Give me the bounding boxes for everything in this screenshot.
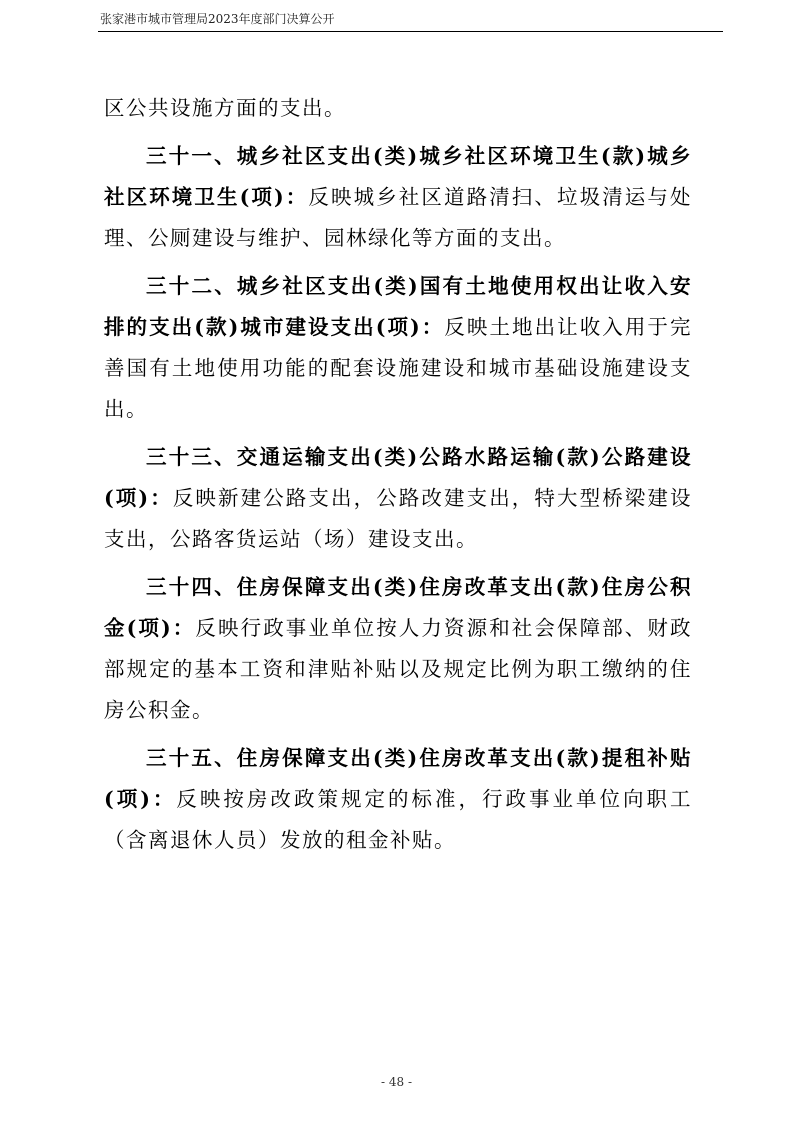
- paragraph-item-35: [104, 738, 692, 861]
- paragraph-item-32: [104, 266, 692, 430]
- paragraph-item-33: [104, 437, 692, 560]
- paragraph-item-34: [104, 567, 692, 731]
- paragraph-text: 区公共设施方面的支出。: [104, 96, 346, 120]
- page-header: [98, 9, 723, 32]
- paragraph-heading: 三十四、住房保障支出(类)住房改革支出(款)住房公积金(项)：: [104, 575, 692, 640]
- paragraph-item-31: [104, 136, 692, 259]
- paragraph-text: 反映土地出让收入用于完善国有土地使用功能的配套设施建设和城市基础设施建设支出。: [104, 315, 692, 421]
- paragraph-heading: 三十二、城乡社区支出(类)国有土地使用权出让收入安排的支出(款)城市建设支出(项)：: [104, 274, 692, 339]
- paragraph-text: 反映行政事业单位按人力资源和社会保障部、财政部规定的基本工资和津贴补贴以及规定比例为职工缴纳的住房公积金。: [104, 616, 692, 722]
- paragraph-heading: 三十五、住房保障支出(类)住房改革支出(款)提租补贴(项)：: [104, 746, 692, 811]
- paragraph-text: 反映城乡社区道路清扫、垃圾清运与处理、公厕建设与维护、园林绿化等方面的支出。: [104, 185, 693, 250]
- paragraph-text: 反映新建公路支出，公路改建支出，特大型桥梁建设支出，公路客货运站（场）建设支出。: [104, 486, 693, 551]
- paragraph-text: 反映按房改政策规定的标准，行政事业单位向职工（含离退休人员）发放的租金补贴。: [104, 787, 692, 852]
- paragraph-heading: 三十三、交通运输支出(类)公路水路运输(款)公路建设(项)：: [104, 445, 692, 510]
- paragraph-heading: 三十一、城乡社区支出(类)城乡社区环境卫生(款)城乡社区环境卫生(项)：: [104, 144, 692, 209]
- document-body: [104, 88, 692, 868]
- page-number: - 48 -: [380, 1075, 412, 1089]
- paragraph-continuation: [104, 88, 692, 129]
- header-title: 张家港市城市管理局2023年度部门决算公开: [100, 12, 335, 26]
